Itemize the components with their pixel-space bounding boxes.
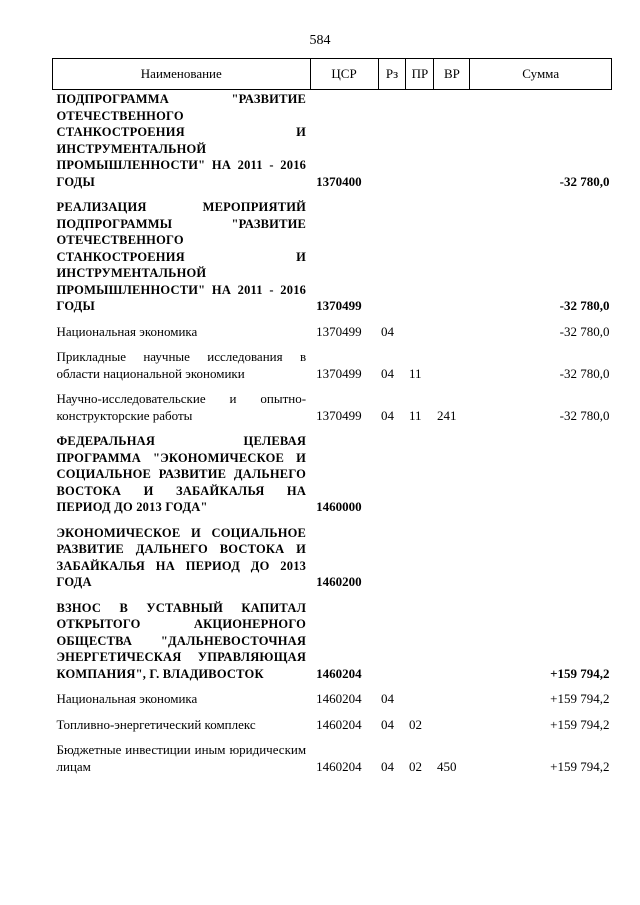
row-sum: +159 794,2	[550, 716, 610, 732]
header-pr: ПР	[406, 59, 434, 90]
row-rz: 04	[381, 691, 395, 706]
row-csr: 1460204	[316, 691, 362, 706]
row-vr	[434, 190, 470, 315]
row-pr	[406, 516, 434, 591]
budget-table	[52, 58, 612, 775]
row-csr: 1370499	[316, 323, 362, 339]
row-csr: 1460204	[316, 758, 362, 774]
row-vr: 450	[436, 758, 457, 774]
row-csr: 1370499	[316, 365, 362, 381]
header-vr: ВР	[434, 59, 470, 90]
row-pr	[406, 591, 434, 683]
row-rz	[378, 424, 406, 516]
row-rz: 04	[381, 365, 395, 381]
header-name: Наименование	[53, 59, 311, 90]
row-csr: 1370499	[316, 298, 362, 313]
table-row	[53, 682, 612, 708]
header-csr: ЦСР	[310, 59, 378, 90]
row-csr: 1370499	[316, 407, 362, 423]
row-name: Бюджетные инвестиции иным юридическим лицам	[56, 742, 307, 774]
row-name: ВЗНОС В УСТАВНЫЙ КАПИТАЛ ОТКРЫТОГО АКЦИОНЕРНОГО ОБЩЕСТВА "ДАЛЬНЕВОСТОЧНАЯ ЭНЕРГЕТИЧЕСКАЯ УПРАВЛЯЮЩАЯ КОМПАНИЯ", Г. ВЛАДИВОСТОК	[56, 600, 307, 681]
row-csr: 1370400	[316, 173, 362, 189]
row-name: Научно-исследовательские и опытно-конструкторские работы	[56, 391, 307, 423]
table-row	[53, 591, 612, 683]
table-row	[53, 708, 612, 734]
row-name: Прикладные научные исследования в области национальной экономики	[56, 349, 307, 381]
row-vr	[434, 340, 470, 382]
row-pr	[406, 682, 434, 708]
row-vr	[434, 424, 470, 516]
row-name: Топливно-энергетический комплекс	[56, 716, 256, 732]
row-rz	[378, 90, 406, 191]
row-pr	[406, 424, 434, 516]
table-row	[53, 340, 612, 382]
row-name: ФЕДЕРАЛЬНАЯ ЦЕЛЕВАЯ ПРОГРАММА "ЭКОНОМИЧЕСКОЕ И СОЦИАЛЬНОЕ РАЗВИТИЕ ДАЛЬНЕГО ВОСТОКА И ЗАБАЙКАЛЬЯ НА ПЕРИОД ДО 2013 ГОДА"	[56, 434, 307, 514]
row-pr: 02	[408, 758, 422, 774]
row-rz: 04	[381, 407, 395, 423]
table-row	[53, 90, 612, 191]
table-row	[53, 315, 612, 341]
row-rz	[378, 190, 406, 315]
row-sum: -32 780,0	[559, 323, 610, 339]
table-row	[53, 733, 612, 775]
row-vr	[434, 516, 470, 591]
row-pr: 11	[408, 407, 422, 423]
row-pr: 11	[408, 365, 422, 381]
row-rz	[378, 516, 406, 591]
row-sum	[470, 516, 612, 591]
row-sum: -32 780,0	[559, 298, 610, 313]
row-csr: 1460204	[316, 665, 362, 681]
header-sum: Сумма	[470, 59, 612, 90]
row-name: Национальная экономика	[56, 691, 198, 706]
row-sum	[470, 424, 612, 516]
row-pr	[406, 90, 434, 191]
row-csr: 1460000	[316, 499, 362, 514]
row-vr	[434, 90, 470, 191]
row-vr	[434, 315, 470, 341]
row-sum: -32 780,0	[559, 173, 610, 189]
row-sum: -32 780,0	[559, 365, 610, 381]
row-rz	[378, 591, 406, 683]
table-header-row	[53, 59, 612, 90]
row-rz: 04	[381, 758, 395, 774]
row-sum: +159 794,2	[550, 665, 610, 681]
table-row	[53, 424, 612, 516]
row-sum: -32 780,0	[559, 407, 610, 423]
table-row	[53, 516, 612, 591]
row-csr: 1460200	[316, 574, 362, 589]
row-csr: 1460204	[316, 716, 362, 732]
row-name: ЭКОНОМИЧЕСКОЕ И СОЦИАЛЬНОЕ РАЗВИТИЕ ДАЛЬНЕГО ВОСТОКА И ЗАБАЙКАЛЬЯ НА ПЕРИОД ДО 2013 ГОДА	[56, 525, 307, 589]
row-name: РЕАЛИЗАЦИЯ МЕРОПРИЯТИЙ ПОДПРОГРАММЫ "РАЗВИТИЕ ОТЕЧЕСТВЕННОГО СТАНКОСТРОЕНИЯ И ИНСТРУМЕНТАЛЬНОЙ ПРОМЫШЛЕННОСТИ" НА 2011 - 2016 ГОДЫ	[56, 200, 307, 313]
row-vr	[434, 708, 470, 734]
table-row	[53, 382, 612, 424]
row-name: ПОДПРОГРАММА "РАЗВИТИЕ ОТЕЧЕСТВЕННОГО СТАНКОСТРОЕНИЯ И ИНСТРУМЕНТАЛЬНОЙ ПРОМЫШЛЕННОСТИ" НА 2011 - 2016 ГОДЫ	[56, 92, 307, 189]
table-row	[53, 190, 612, 315]
row-vr	[434, 682, 470, 708]
row-sum: +159 794,2	[550, 758, 610, 774]
page-number: 584	[309, 33, 331, 48]
row-name: Национальная экономика	[56, 323, 198, 339]
row-sum: +159 794,2	[550, 691, 610, 706]
row-pr	[406, 190, 434, 315]
row-vr	[434, 591, 470, 683]
row-rz: 04	[381, 716, 395, 732]
row-pr	[406, 315, 434, 341]
row-pr: 02	[408, 716, 422, 732]
row-vr: 241	[436, 407, 457, 423]
header-rz: Рз	[378, 59, 406, 90]
row-rz: 04	[381, 323, 395, 339]
